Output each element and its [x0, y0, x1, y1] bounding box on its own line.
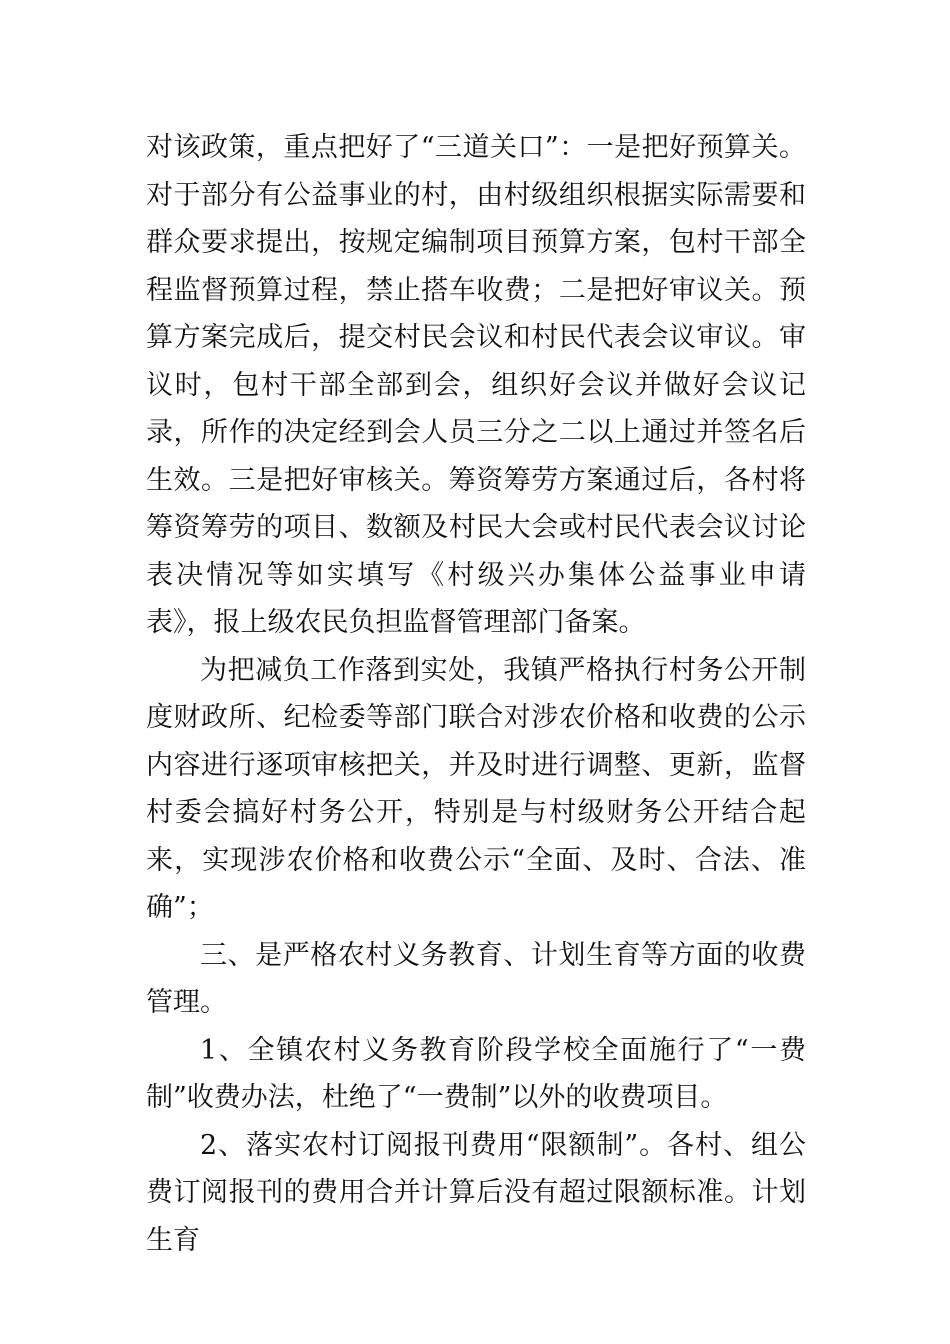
paragraph-item-one-fee-system: 1、全镇农村义务教育阶段学校全面施行了“一费制”收费办法，杜绝了“一费制”以外的收费项目。: [146, 1034, 806, 1113]
paragraph-village-affairs-disclosure: 为把减负工作落到实处，我镇严格执行村务公开制度财政所、纪检委等部门联合对涉农价格和收费的公示内容进行逐项审核把关，并及时进行调整、更新，监督村委会搞好村务公开，特别是与村级财务公开结合起来，实现涉农价格和收费公示“全面、及时、合法、准确”；: [146, 654, 806, 923]
paragraph-section-three-heading: 三、是严格农村义务教育、计划生育等方面的收费管理。: [146, 939, 806, 1018]
paragraph-policy-checkpoints: 对该政策，重点把好了“三道关口”：一是把好预算关。对于部分有公益事业的村，由村级组织根据实际需要和群众要求提出，按规定编制项目预算方案，包村干部全程监督预算过程，禁止搭车收费；二是把好审议关。预算方案完成后，提交村民会议和村民代表会议审议。审议时，包村干部全部到会，组织好会议并做好会议记录，所作的决定经到会人员三分之二以上通过并签名后生效。三是把好审核关。筹资筹劳方案通过后，各村将筹资筹劳的项目、数额及村民大会或村民代表会议讨论表决情况等如实填写《村级兴办集体公益事业申请表》，报上级农民负担监督管理部门备案。: [146, 132, 806, 638]
paragraph-item-two-subscription-limit: 2、落实农村订阅报刊费用“限额制”。各村、组公费订阅报刊的费用合并计算后没有超过限额标准。计划生育: [146, 1129, 806, 1256]
document-page: [146, 124, 806, 1264]
